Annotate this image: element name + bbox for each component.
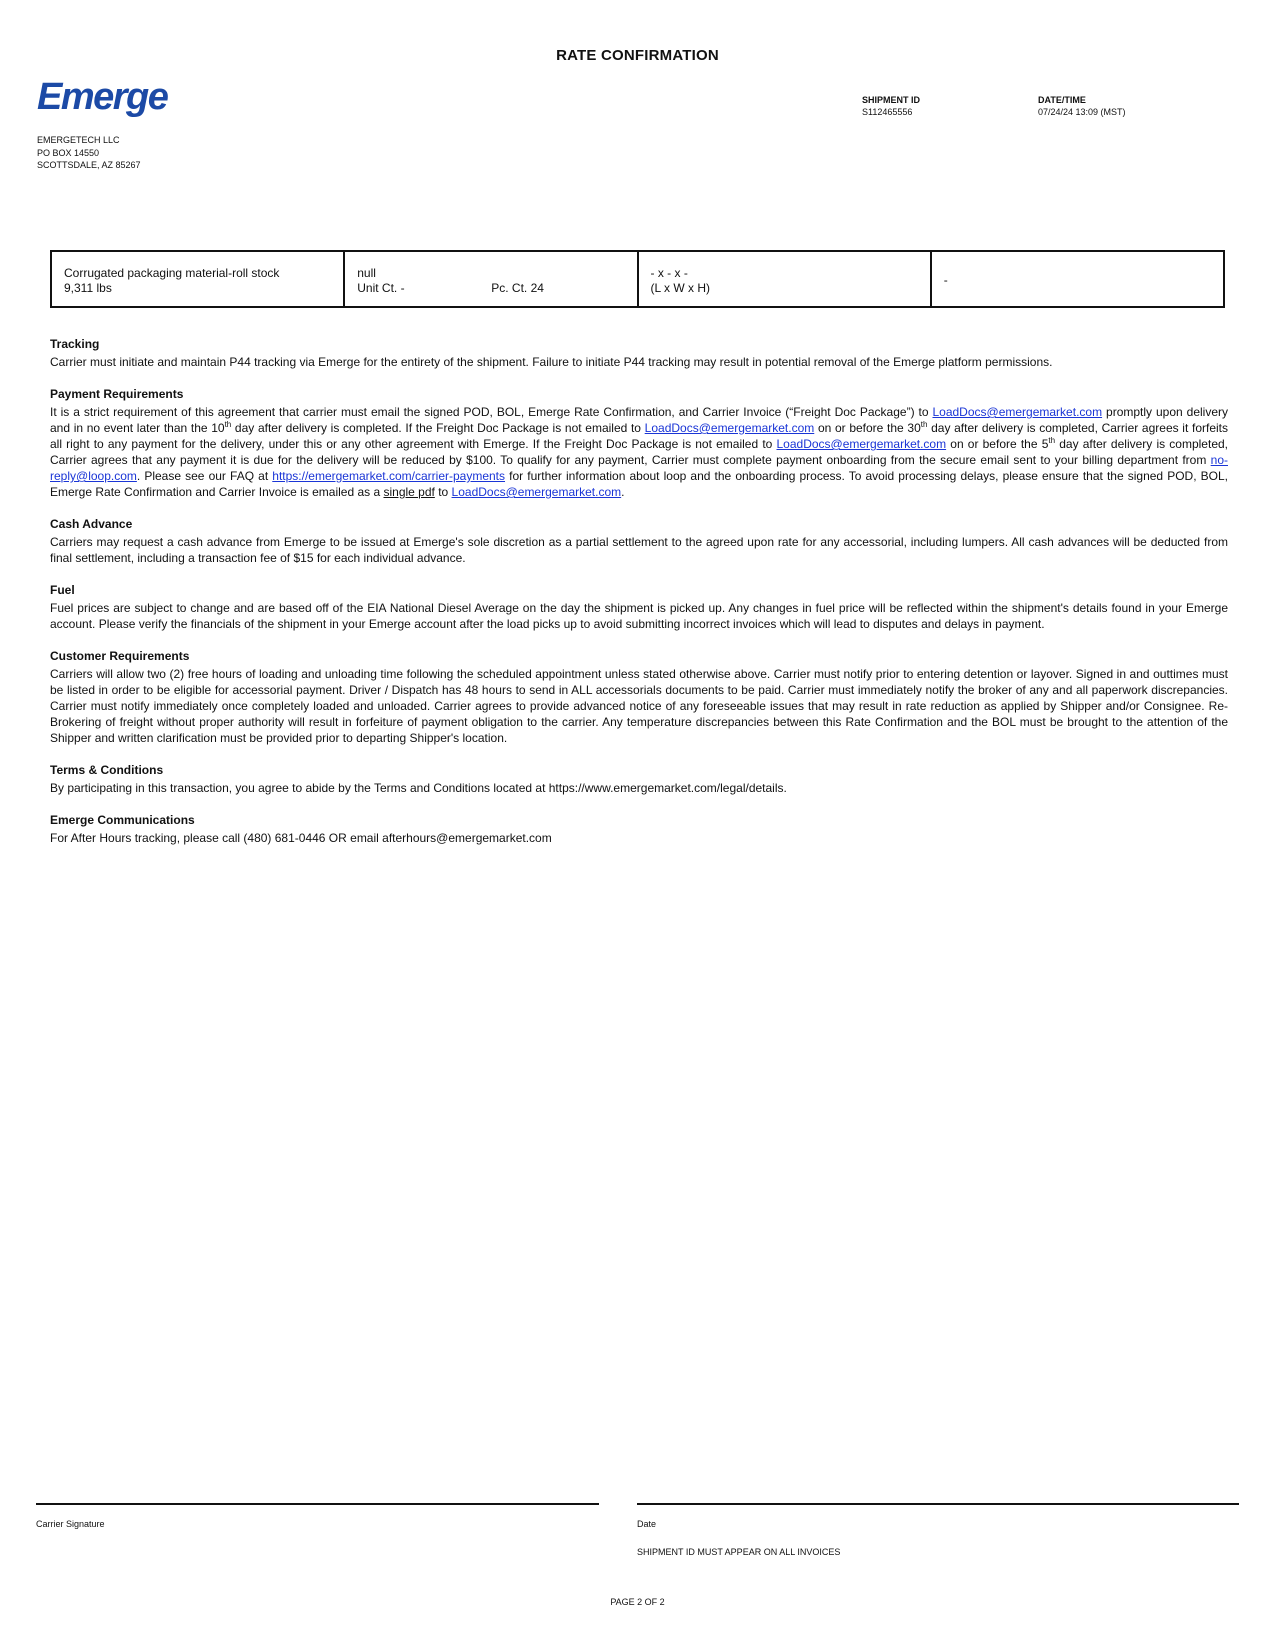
payment-text-part: on or before the 30 (814, 421, 921, 435)
ordinal-suffix: th (1048, 436, 1056, 445)
carrier-signature-line[interactable] (36, 1503, 599, 1505)
cargo-description-cell (52, 252, 345, 306)
datetime-label: DATE/TIME (1038, 95, 1086, 105)
page-number: PAGE 2 OF 2 (610, 1597, 665, 1607)
shipment-id-value: S112465556 (862, 107, 913, 117)
payment-text-part: to (434, 485, 452, 499)
company-city: SCOTTSDALE, AZ 85267 (37, 160, 141, 171)
tracking-section (50, 336, 1228, 370)
payment-heading: Payment Requirements (50, 387, 184, 401)
single-pdf-text: single pdf (383, 485, 435, 499)
shipment-id-block (862, 95, 920, 117)
terms-section (50, 762, 1228, 796)
loaddocs-email-link[interactable]: LoadDocs@emergemarket.com (644, 421, 815, 435)
ordinal-suffix: th (224, 420, 232, 429)
payment-text-part: . (621, 485, 625, 499)
datetime-block (1038, 95, 1126, 117)
cargo-weight: 9,311 lbs (64, 281, 112, 295)
fuel-heading: Fuel (50, 583, 75, 597)
cash-advance-heading: Cash Advance (50, 517, 133, 531)
loaddocs-email-link[interactable]: LoadDocs@emergemarket.com (776, 437, 947, 451)
communications-heading: Emerge Communications (50, 813, 195, 827)
ordinal-suffix: th (920, 420, 928, 429)
customer-requirements-heading: Customer Requirements (50, 649, 190, 663)
payment-text (50, 404, 1228, 500)
cargo-piece-count: Pc. Ct. 24 (491, 281, 544, 295)
payment-section (50, 386, 1228, 500)
invoice-notice: SHIPMENT ID MUST APPEAR ON ALL INVOICES (637, 1547, 841, 1557)
company-address (37, 134, 141, 172)
company-po-box: PO BOX 14550 (37, 147, 100, 158)
faq-link[interactable]: https://emergemarket.com/carrier-payments (272, 469, 506, 483)
date-label: Date (637, 1519, 657, 1529)
carrier-signature-label: Carrier Signature (36, 1519, 105, 1529)
cash-advance-text: Carriers may request a cash advance from Emerge to be issued at Emerge's sole discretion as a partial settlement to the agreed upon rate for any accessorial, including lumpers. All cash advances will be deducted from final settlement, including a transaction fee of $15 for each individual advance. (50, 535, 1228, 565)
loaddocs-email-link[interactable]: LoadDocs@emergemarket.com (932, 405, 1103, 419)
payment-text-part: for further information about loop and the onboarding process. To avoid processing delays, please ensure that the signed POD, BOL, Emerge Rate Confirmation and Carrier Invoice is emailed as a (50, 469, 1229, 499)
cargo-table (50, 250, 1225, 308)
terms-body (50, 336, 1228, 862)
cargo-count-cell (345, 252, 638, 306)
payment-text-part: promptly upon delivery and in no event later than the 10 (50, 405, 1229, 435)
cargo-count-row (357, 281, 624, 296)
datetime-value: 07/24/24 13:09 (MST) (1038, 107, 1126, 117)
payment-text-part: day after delivery is completed. If the Freight Doc Package is not emailed to (231, 421, 645, 435)
communications-section (50, 812, 1228, 846)
communications-text: For After Hours tracking, please call (480) 681-0446 OR email afterhours@emergemarket.com (50, 831, 552, 845)
page-title: RATE CONFIRMATION (556, 47, 719, 64)
payment-text-part: day after delivery is completed, Carrier agrees it forfeits all right to any payment for the delivery, under this or any other agreement with Emerge. If the Freight Doc Package is not emailed to (50, 421, 1229, 451)
loop-email-link[interactable]: no-reply@loop.com (50, 453, 1228, 483)
cargo-dimensions: - x - x - (650, 266, 688, 280)
tracking-text: Carrier must initiate and maintain P44 tracking via Emerge for the entirety of the shipment. Failure to initiate P44 tracking may result in potential removal of the Emerge platform permissions. (50, 355, 1053, 369)
payment-text-part: . Please see our FAQ at (136, 469, 273, 483)
shipment-id-label: SHIPMENT ID (862, 95, 921, 105)
cargo-unit-count: Unit Ct. - (357, 281, 405, 295)
terms-text: By participating in this transaction, you agree to abide by the Terms and Conditions located at https://www.emergemarket.com/legal/details. (50, 781, 787, 795)
cargo-extra: - (943, 273, 948, 287)
customer-requirements-section (50, 648, 1228, 746)
customer-requirements-text: Carriers will allow two (2) free hours of loading and unloading time following the scheduled appointment unless stated otherwise above. Carrier must notify prior to entering detention or layover. Signed in and outtimes must be listed in order to be eligible for accessorial payment. Driver / Dispatch has 48 hours to send in ALL accessorials documents to be paid. Carrier must immediately notify the broker of any and all paperwork discrepancies. Carrier must notify immediately once completely loaded and unloaded. Carrier agrees to provide advanced notice of any foreseeable issues that may result in rate reduction as applied by Shipper and/or Consignee. Re-Brokering of freight without proper authority will result in forfeiture of payment obligation to the carrier. Any temperature discrepancies between this Rate Confirmation and the BOL must be brought to the attention of the Shipper and written clarification must be provided prior to departing Shipper's location. (50, 667, 1228, 745)
cargo-packaging: null (357, 266, 376, 280)
cargo-extra-cell (932, 252, 1223, 306)
cash-advance-section (50, 516, 1228, 566)
tracking-heading: Tracking (50, 337, 100, 351)
cargo-dimensions-cell (639, 252, 932, 306)
date-line[interactable] (637, 1503, 1239, 1505)
fuel-text: Fuel prices are subject to change and are based off of the EIA National Diesel Average on the day the shipment is picked up. Any changes in fuel price will be reflected within the shipment's details found in your Emerge account. Please verify the financials of the shipment in your Emerge account after the load picks up to avoid submitting incorrect invoices which will lead to disputes and delays in payment. (50, 601, 1228, 631)
payment-text-part: It is a strict requirement of this agreement that carrier must email the signed POD, BOL, Emerge Rate Confirmation, and Carrier Invoice (“Freight Doc Package”) to (50, 405, 933, 419)
loaddocs-email-link[interactable]: LoadDocs@emergemarket.com (451, 485, 622, 499)
cargo-description: Corrugated packaging material-roll stock (64, 266, 280, 280)
payment-text-part: on or before the 5 (946, 437, 1049, 451)
terms-heading: Terms & Conditions (50, 763, 164, 777)
cargo-dimensions-label: (L x W x H) (650, 281, 711, 295)
payment-text-part: day after delivery is completed, Carrier agrees that any payment it is due for the delivery will be reduced by $100. To qualify for any payment, Carrier must complete payment onboarding from the secure email sent to your billing department from (50, 437, 1228, 467)
emerge-logo: Emerge (37, 76, 168, 118)
fuel-section (50, 582, 1228, 632)
company-name: EMERGETECH LLC (37, 135, 120, 145)
